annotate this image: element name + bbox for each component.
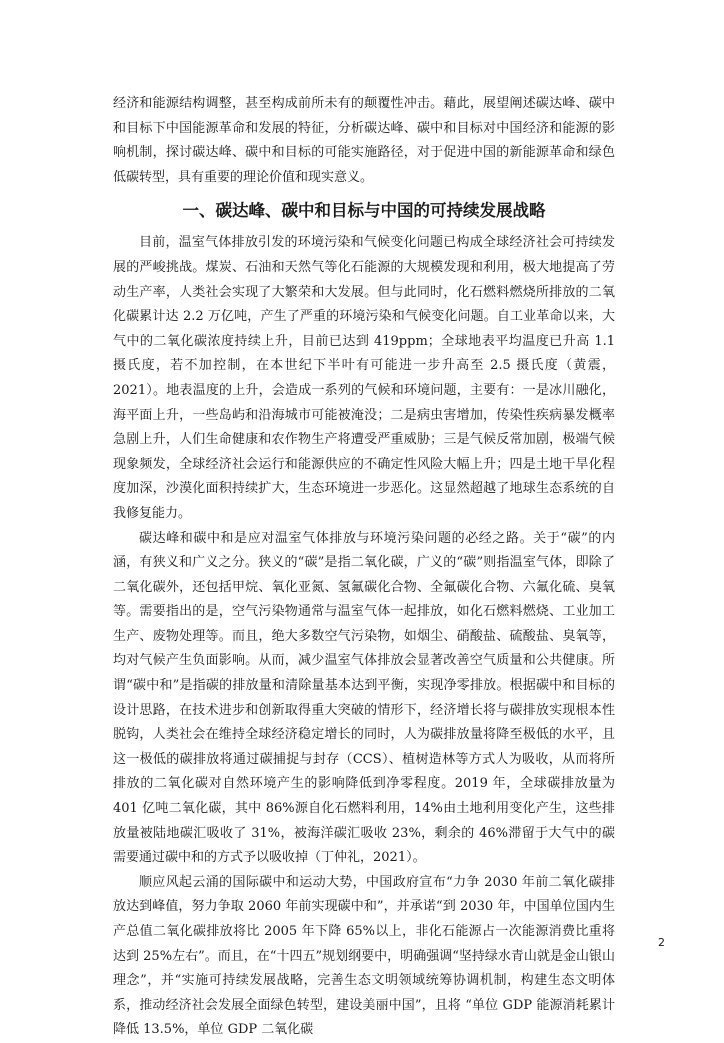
paragraph-intro-continuation: 经济和能源结构调整，甚至构成前所未有的颠覆性冲击。藉此，展望阐述碳达峰、碳中和目标下中国能源革命和发展的特征，分析碳达峰、碳中和目标对中国经济和能源的影响机制，探讨碳达峰、碳中和目标的可能实施路径，对于促进中国的新能源革命和绿色低碳转型，具有重要的理论价值和现实意义。	[113, 96, 615, 185]
page-number: 2	[658, 936, 665, 949]
paragraph-carbon-neutrality: 碳达峰和碳中和是应对温室气体排放与环境污染问题的必经之路。关于“碳”的内涵，有狭义和广义之分。狭义的“碳”是指二氧化碳，广义的“碳”则指温室气体，即除了二氧化碳外，还包括甲烷、氧化亚氮、氢氟碳化合物、全氟碳化合物、六氟化硫、臭氧等。需要指出的是，空气污染物通常与温室气体一起排放，如化石燃料燃烧、工业加工生产、废物处理等。而且，绝大多数空气污染物，如烟尘、硝酸盐、硫酸盐、臭氧等，均对气候产生负面影响。从而，减少温室气体排放会显著改善空气质量和公共健康。所谓“碳中和”是指碳的排放量和清除量基本达到平衡，实现净零排放。根据碳中和目标的设计思路，在技术进步和创新取得重大突破的情形下，经济增长将与碳排放实现根本性脱钩，人类社会在维持全球经济稳定增长的同时，人为碳排放量将降至极低的水平，且这一极低的碳排放将通过碳捕捉与封存（CCS）、植树造林等方式人为吸收，从而将所排放的二氧化碳对自然环境产生的影响降低到净零程度。2019 年，全球碳排放量为 401 亿吨二氧化碳，其中 86%源自化石燃料利用，14%由土地利用变化产生，这些排放量被陆地碳汇吸收了 31%，被海洋碳汇吸收 23%，剩余的 46%滞留于大气中的碳需要通过碳中和的方式予以吸收掉（丁仲礼，2021）。	[113, 530, 615, 866]
section-heading: 一、碳达峰、碳中和目标与中国的可持续发展战略	[182, 201, 546, 221]
paragraph-china-commitment: 顺应风起云涌的国际碳中和运动大势，中国政府宣布“力争 2030 年前二氧化碳排放达到峰值，努力争取 2060 年前实现碳中和”，并承诺“到 2030 年，中国单位国内生产总值二氧化碳排放将比 2005 年下降 65%以上，非化石能源占一次能源消费比重将达到 25%左右”。而且，在“十四五”规划纲要中，明确强调“坚持绿水青山就是金山银山理念”，并“实施可持续发展战略，完善生态文明领域统筹协调机制，构建生态文明体系，推动经济社会发展全面绿色转型，建设美丽中国”，且将 “单位 GDP 能源消耗累计降低 13.5%，单位 GDP 二氧化碳	[113, 874, 615, 1038]
paragraph-climate-challenge: 目前，温室气体排放引发的环境污染和气候变化问题已构成全球经济社会可持续发展的严峻挑战。煤炭、石油和天然气等化石能源的大规模发现和利用，极大地提高了劳动生产率，人类社会实现了大繁荣和大发展。但与此同时，化石燃料燃烧所排放的二氧化碳累计达 2.2 万亿吨，产生了严重的环境污染和气候变化问题。自工业革命以来，大气中的二氧化碳浓度持续上升，目前已达到 419ppm；全球地表平均温度已升高 1.1 摄氏度，若不加控制，在本世纪下半叶有可能进一步升高至 2.5 摄氏度（黄震，2021）。地表温度的上升，会造成一系列的气候和环境问题，主要有：一是冰川融化，海平面上升，一些岛屿和沿海城市可能被淹没；二是病虫害增加，传染性疾病暴发概率急剧上升，人们生命健康和农作物生产将遭受严重威胁；三是气候反常加剧，极端气候现象频发，全球经济社会运行和能源供应的不确定性风险大幅上升；四是土地干旱化程度加深，沙漠化面积持续扩大，生态环境进一步恶化。这显然超越了地球生态系统的自我修复能力。	[113, 235, 615, 521]
document-body	[113, 92, 615, 1043]
